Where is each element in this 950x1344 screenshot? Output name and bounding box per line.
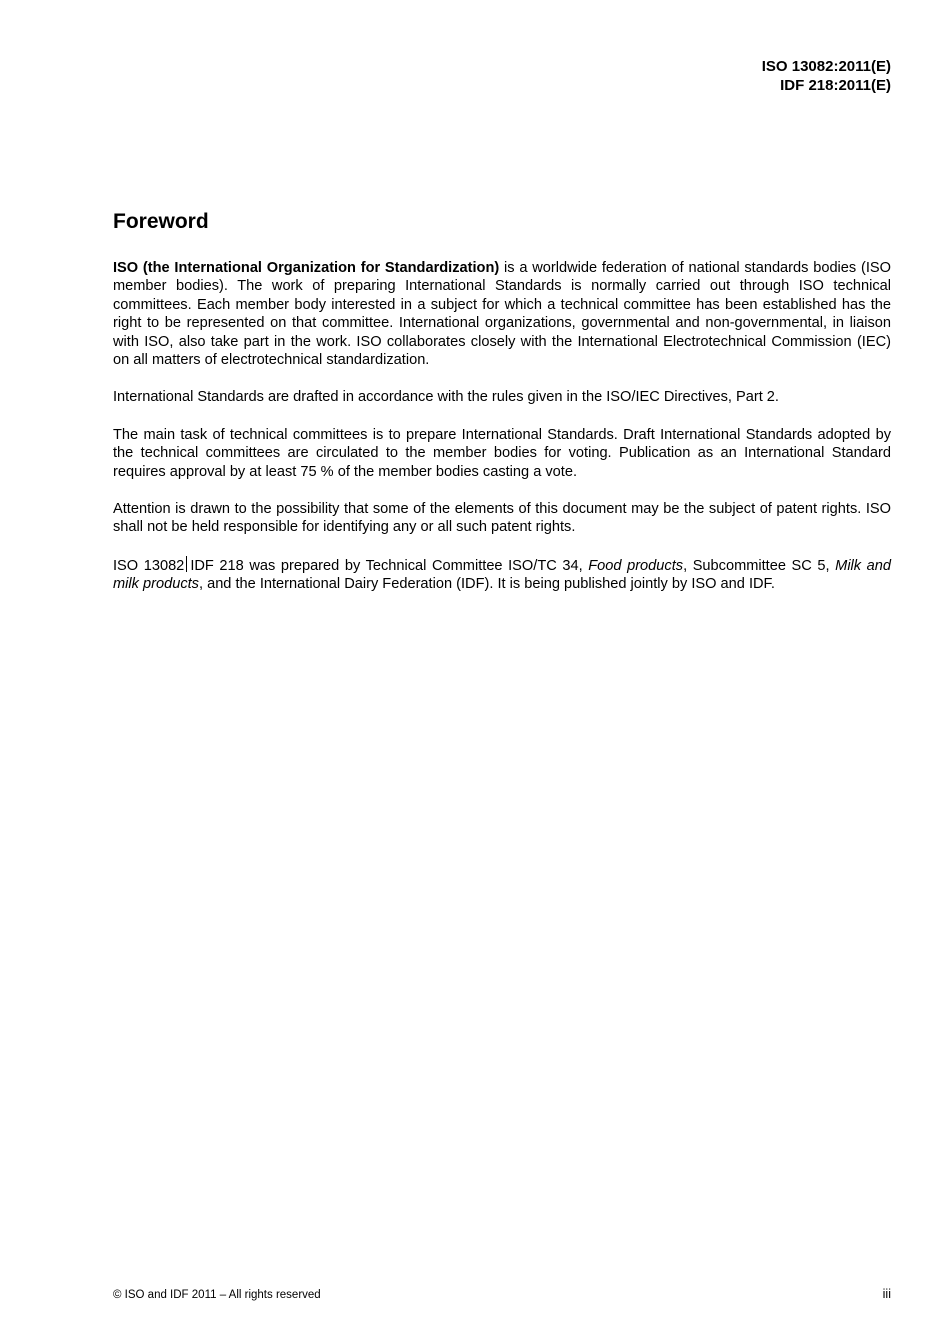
subcommittee-title-italic: Milk and milk products	[113, 557, 892, 593]
page-title: Foreword	[113, 210, 209, 233]
preparation-text-2: , Subcommittee SC 5,	[683, 557, 836, 574]
paragraph-committees-task: The main task of technical committees is to prepare International Standards. Draft International Standards adopted by the technical committees are circulated to the member bodies for voting. Publication as an International Standard requires approval by at least 75 % of the member bodies casting a vote.	[113, 426, 891, 480]
preparation-text-3: , and the International Dairy Federation (IDF). It is being published jointly by ISO and IDF.	[198, 576, 775, 593]
separator-bar	[186, 556, 187, 572]
foreword-body	[113, 259, 891, 613]
paragraph-patent-rights: Attention is drawn to the possibility that some of the elements of this document may be the subject of patent rights. ISO shall not be held responsible for identifying any or all such patent rights.	[113, 501, 891, 536]
iso-name-bold: ISO (the International Organization for Standardization)	[113, 260, 500, 276]
committee-title-italic: Food products	[588, 557, 684, 574]
paragraph-iso-intro-text: is a worldwide federation of national standards bodies (ISO member bodies). The work of preparing International Standards is normally carried out through ISO technical committees. Each member body interested in a subject for which a technical committee has been established has the right to be represented on that committee. International organizations, governmental and non-governmental, in liaison with ISO, also take part in the work. ISO collaborates closely with the International Electrotechnical Commission (IEC) on all matters of electrotechnical standardization.	[113, 260, 891, 369]
footer-copyright: © ISO and IDF 2011 – All rights reserved	[113, 1289, 321, 1301]
preparation-text-1: IDF 218 was prepared by Technical Committee ISO/TC 34,	[190, 557, 589, 574]
iso-doc-number: ISO 13082:2011(E)	[761, 58, 891, 75]
paragraph-preparation	[113, 556, 891, 594]
page-number: iii	[882, 1287, 891, 1301]
idf-doc-number: IDF 218:2011(E)	[780, 77, 891, 94]
paragraph-iso-intro	[113, 259, 891, 369]
paragraph-directives: International Standards are drafted in accordance with the rules given in the ISO/IEC Directives, Part 2.	[113, 389, 779, 406]
document-identifier	[762, 57, 891, 95]
iso-standard-number: ISO 13082	[113, 557, 185, 574]
